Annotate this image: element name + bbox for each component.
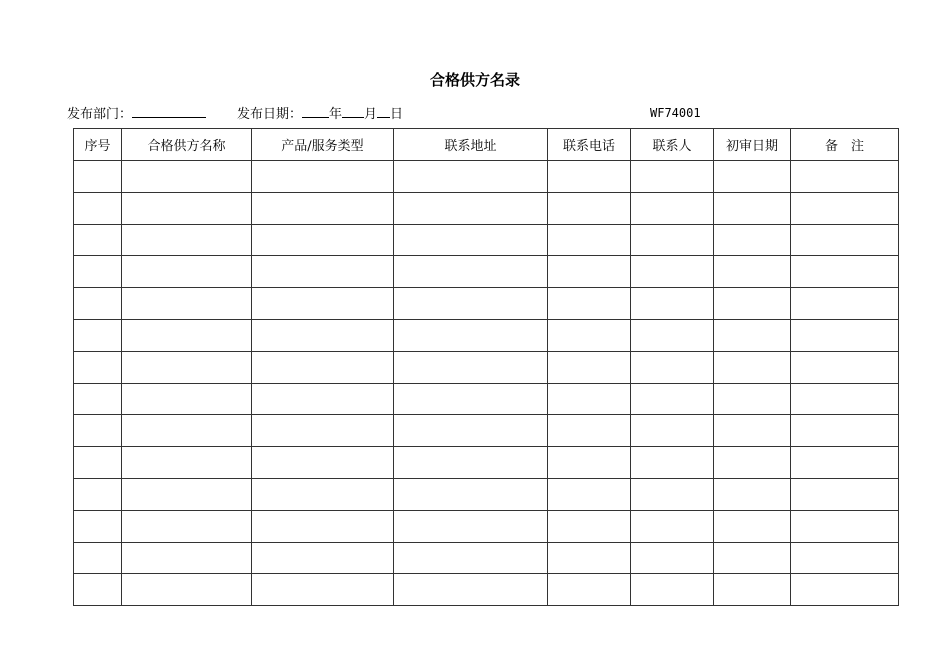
product-service-type-cell[interactable]	[252, 288, 394, 320]
table-row	[74, 351, 899, 383]
serial-number-cell[interactable]	[74, 192, 122, 224]
initial-review-date-cell[interactable]	[714, 319, 791, 351]
serial-number-cell[interactable]	[74, 510, 122, 542]
serial-number-cell[interactable]	[74, 478, 122, 510]
remarks-cell[interactable]	[791, 447, 899, 479]
product-service-type-cell[interactable]	[252, 383, 394, 415]
supplier-name-cell[interactable]	[122, 447, 252, 479]
table-row	[74, 288, 899, 320]
initial-review-date-cell[interactable]	[714, 224, 791, 256]
contact-person-cell[interactable]	[631, 415, 714, 447]
initial-review-date-cell[interactable]	[714, 351, 791, 383]
contact-phone-cell[interactable]	[548, 542, 631, 574]
contact-phone-cell[interactable]	[548, 161, 631, 193]
initial-review-date-cell[interactable]	[714, 415, 791, 447]
issue-department-blank[interactable]	[132, 103, 206, 118]
product-service-type-cell[interactable]	[252, 447, 394, 479]
table-row	[74, 161, 899, 193]
table-row	[74, 447, 899, 479]
contact-person-cell[interactable]	[631, 161, 714, 193]
product-service-type-cell[interactable]	[252, 224, 394, 256]
contact-phone-cell[interactable]	[548, 319, 631, 351]
table-header-row	[74, 129, 899, 161]
serial-number-cell[interactable]	[74, 415, 122, 447]
header-contact-phone: 联系电话	[548, 129, 631, 161]
contact-phone-cell[interactable]	[548, 383, 631, 415]
serial-number-cell[interactable]	[74, 574, 122, 606]
supplier-name-cell[interactable]	[122, 256, 252, 288]
supplier-name-cell[interactable]	[122, 542, 252, 574]
remarks-cell[interactable]	[791, 574, 899, 606]
contact-person-cell[interactable]	[631, 192, 714, 224]
day-char: 日	[390, 107, 404, 122]
supplier-name-cell[interactable]	[122, 161, 252, 193]
contact-address-cell[interactable]	[394, 192, 548, 224]
remarks-cell[interactable]	[791, 256, 899, 288]
contact-address-cell[interactable]	[394, 415, 548, 447]
contact-person-cell[interactable]	[631, 224, 714, 256]
contact-person-cell[interactable]	[631, 478, 714, 510]
supplier-name-cell[interactable]	[122, 478, 252, 510]
remarks-cell[interactable]	[791, 319, 899, 351]
remarks-cell[interactable]	[791, 415, 899, 447]
year-blank[interactable]	[302, 103, 329, 118]
remarks-cell[interactable]	[791, 383, 899, 415]
month-char: 月	[364, 107, 378, 122]
serial-number-cell[interactable]	[74, 383, 122, 415]
contact-phone-cell[interactable]	[548, 351, 631, 383]
contact-person-cell[interactable]	[631, 351, 714, 383]
contact-person-cell[interactable]	[631, 383, 714, 415]
remarks-cell[interactable]	[791, 224, 899, 256]
table-row	[74, 574, 899, 606]
contact-person-cell[interactable]	[631, 542, 714, 574]
serial-number-cell[interactable]	[74, 224, 122, 256]
contact-person-cell[interactable]	[631, 510, 714, 542]
header-supplier-name: 合格供方名称	[122, 129, 252, 161]
contact-address-cell[interactable]	[394, 161, 548, 193]
initial-review-date-cell[interactable]	[714, 161, 791, 193]
contact-phone-cell[interactable]	[548, 574, 631, 606]
table-row	[74, 542, 899, 574]
contact-address-cell[interactable]	[394, 351, 548, 383]
product-service-type-cell[interactable]	[252, 478, 394, 510]
initial-review-date-cell[interactable]	[714, 447, 791, 479]
product-service-type-cell[interactable]	[252, 256, 394, 288]
header-product-service-type: 产品/服务类型	[252, 129, 394, 161]
day-blank[interactable]	[377, 103, 390, 118]
issue-department-label: 发布部门：	[67, 107, 133, 122]
supplier-table	[73, 128, 899, 606]
supplier-name-cell[interactable]	[122, 192, 252, 224]
initial-review-date-cell[interactable]	[714, 383, 791, 415]
remarks-cell[interactable]	[791, 542, 899, 574]
page-title: 合格供方名录	[429, 71, 520, 89]
header-serial-number: 序号	[74, 129, 122, 161]
header-contact-person: 联系人	[631, 129, 714, 161]
contact-address-cell[interactable]	[394, 510, 548, 542]
supplier-name-cell[interactable]	[122, 224, 252, 256]
serial-number-cell[interactable]	[74, 542, 122, 574]
product-service-type-cell[interactable]	[252, 351, 394, 383]
product-service-type-cell[interactable]	[252, 574, 394, 606]
supplier-name-cell[interactable]	[122, 319, 252, 351]
table-row	[74, 319, 899, 351]
serial-number-cell[interactable]	[74, 288, 122, 320]
product-service-type-cell[interactable]	[252, 542, 394, 574]
serial-number-cell[interactable]	[74, 351, 122, 383]
serial-number-cell[interactable]	[74, 319, 122, 351]
header-contact-address: 联系地址	[394, 129, 548, 161]
initial-review-date-cell[interactable]	[714, 478, 791, 510]
year-char: 年	[329, 107, 343, 122]
table-row	[74, 256, 899, 288]
serial-number-cell[interactable]	[74, 161, 122, 193]
issue-department-field	[67, 103, 206, 123]
contact-person-cell[interactable]	[631, 447, 714, 479]
product-service-type-cell[interactable]	[252, 319, 394, 351]
issue-date-field	[237, 103, 403, 123]
remarks-cell[interactable]	[791, 351, 899, 383]
supplier-name-cell[interactable]	[122, 383, 252, 415]
supplier-name-cell[interactable]	[122, 351, 252, 383]
remarks-cell[interactable]	[791, 288, 899, 320]
remarks-cell[interactable]	[791, 192, 899, 224]
product-service-type-cell[interactable]	[252, 510, 394, 542]
contact-person-cell[interactable]	[631, 256, 714, 288]
remarks-cell[interactable]	[791, 478, 899, 510]
remarks-cell[interactable]	[791, 161, 899, 193]
contact-phone-cell[interactable]	[548, 415, 631, 447]
initial-review-date-cell[interactable]	[714, 574, 791, 606]
contact-phone-cell[interactable]	[548, 478, 631, 510]
serial-number-cell[interactable]	[74, 256, 122, 288]
contact-phone-cell[interactable]	[548, 192, 631, 224]
table-row	[74, 478, 899, 510]
month-blank[interactable]	[342, 103, 364, 118]
header-initial-review-date: 初审日期	[714, 129, 791, 161]
table-body	[74, 161, 899, 606]
issue-date-label: 发布日期：	[237, 107, 303, 122]
form-code: WF74001	[650, 106, 701, 120]
contact-address-cell[interactable]	[394, 288, 548, 320]
contact-person-cell[interactable]	[631, 574, 714, 606]
initial-review-date-cell[interactable]	[714, 288, 791, 320]
contact-phone-cell[interactable]	[548, 224, 631, 256]
contact-phone-cell[interactable]	[548, 288, 631, 320]
supplier-name-cell[interactable]	[122, 288, 252, 320]
contact-phone-cell[interactable]	[548, 510, 631, 542]
contact-phone-cell[interactable]	[548, 256, 631, 288]
contact-person-cell[interactable]	[631, 319, 714, 351]
contact-person-cell[interactable]	[631, 288, 714, 320]
contact-address-cell[interactable]	[394, 383, 548, 415]
supplier-name-cell[interactable]	[122, 415, 252, 447]
table-row	[74, 510, 899, 542]
initial-review-date-cell[interactable]	[714, 192, 791, 224]
contact-address-cell[interactable]	[394, 224, 548, 256]
product-service-type-cell[interactable]	[252, 192, 394, 224]
contact-phone-cell[interactable]	[548, 447, 631, 479]
initial-review-date-cell[interactable]	[714, 510, 791, 542]
supplier-name-cell[interactable]	[122, 510, 252, 542]
supplier-name-cell[interactable]	[122, 574, 252, 606]
header-remarks: 备 注	[791, 129, 899, 161]
contact-address-cell[interactable]	[394, 542, 548, 574]
contact-address-cell[interactable]	[394, 574, 548, 606]
table-row	[74, 415, 899, 447]
remarks-cell[interactable]	[791, 510, 899, 542]
table-row	[74, 192, 899, 224]
contact-address-cell[interactable]	[394, 447, 548, 479]
initial-review-date-cell[interactable]	[714, 256, 791, 288]
contact-address-cell[interactable]	[394, 256, 548, 288]
contact-address-cell[interactable]	[394, 319, 548, 351]
product-service-type-cell[interactable]	[252, 415, 394, 447]
product-service-type-cell[interactable]	[252, 161, 394, 193]
serial-number-cell[interactable]	[74, 447, 122, 479]
initial-review-date-cell[interactable]	[714, 542, 791, 574]
table-row	[74, 224, 899, 256]
table-row	[74, 383, 899, 415]
contact-address-cell[interactable]	[394, 478, 548, 510]
